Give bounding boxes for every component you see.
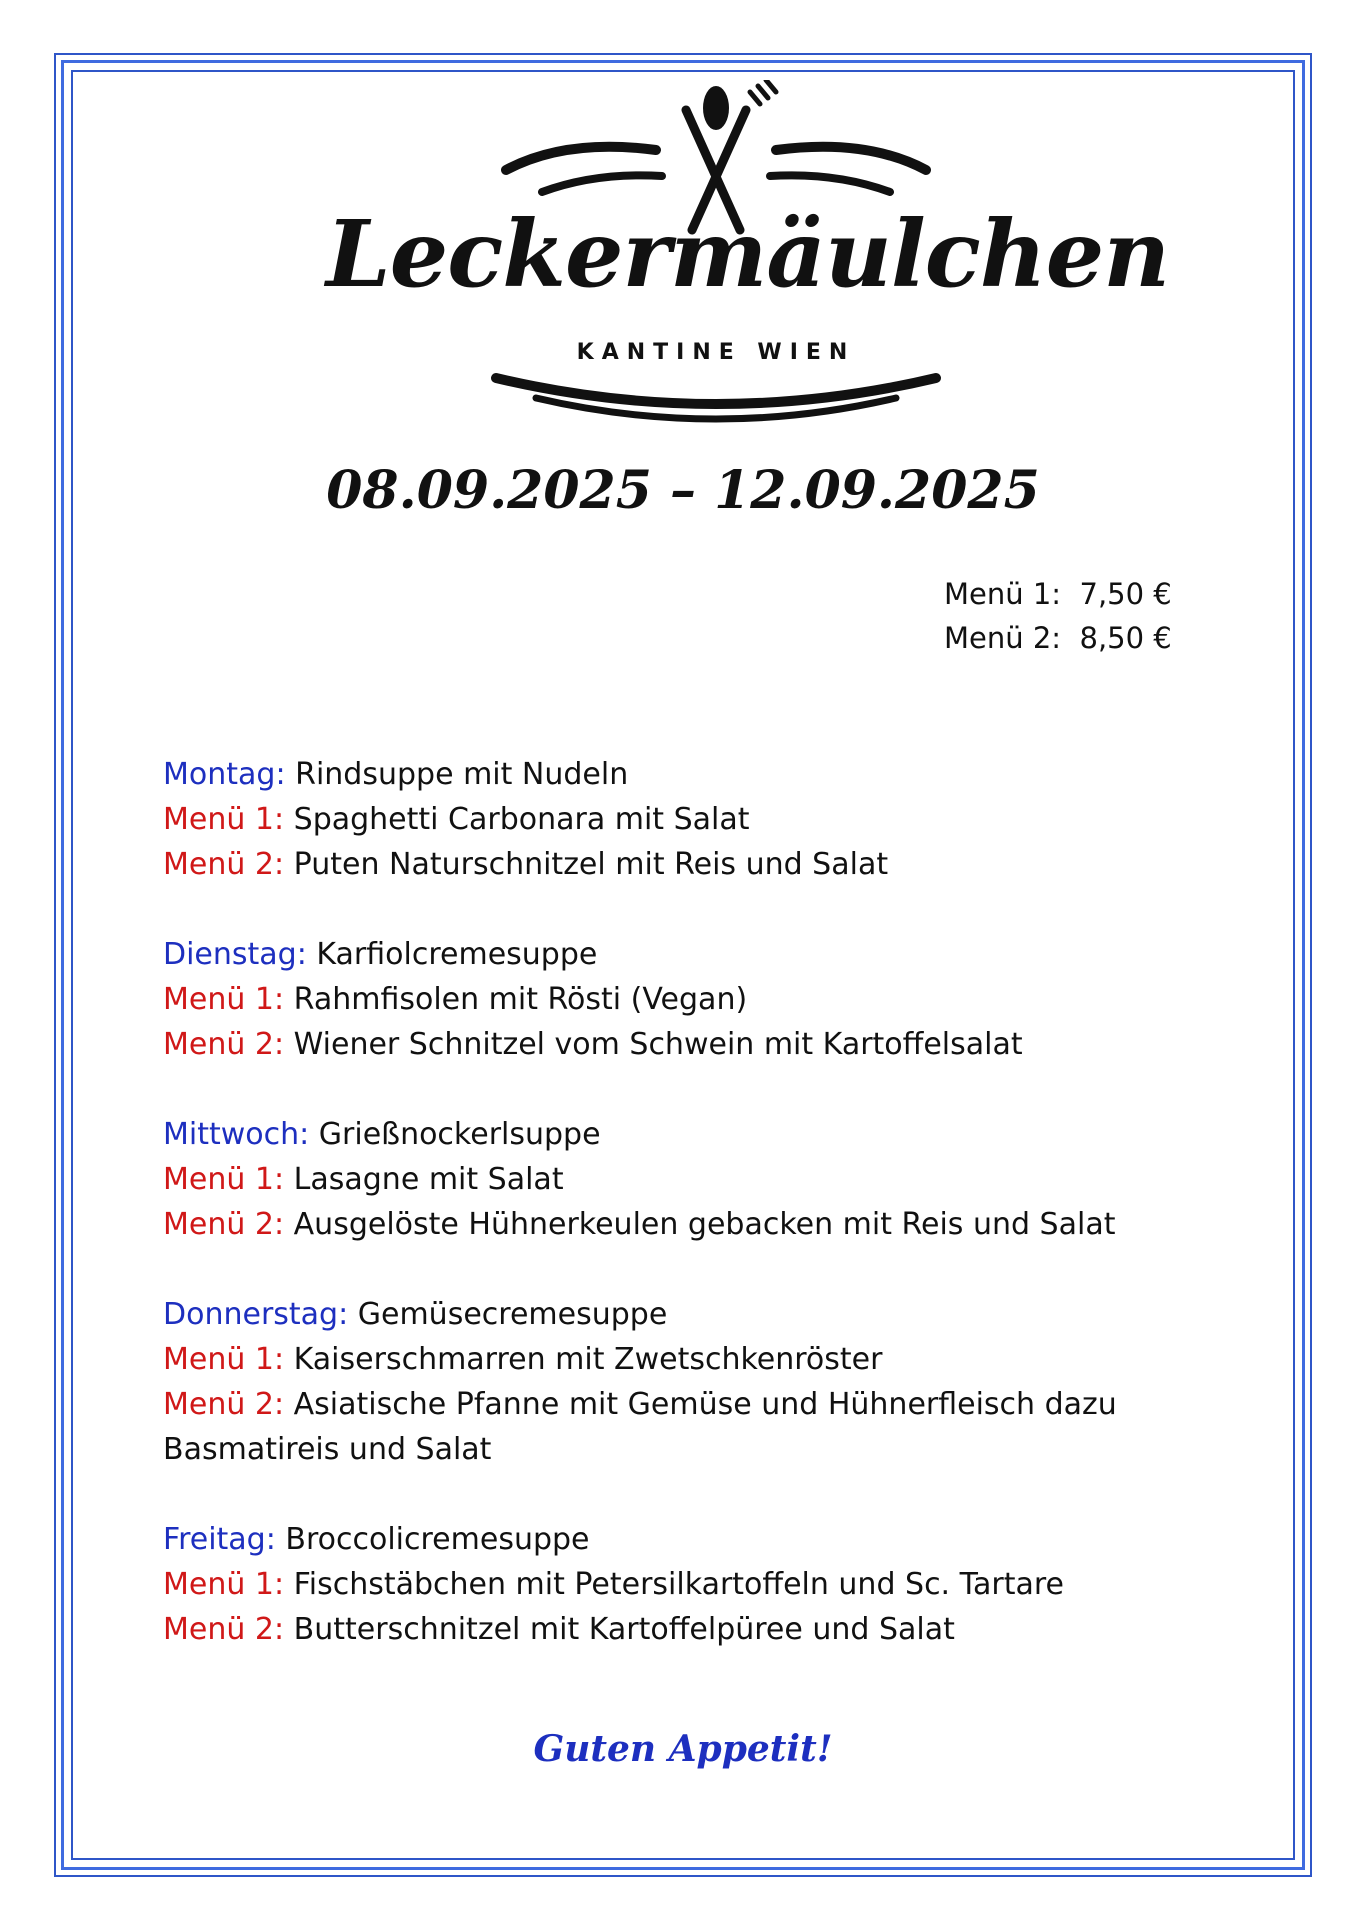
menu1-line xyxy=(163,797,1173,842)
price-list xyxy=(944,572,1172,660)
menu2-label: Menü 2: xyxy=(163,1207,285,1242)
menu1-label: Menü 1: xyxy=(163,802,285,837)
day-block-mittwoch xyxy=(163,1112,1173,1247)
soup-line xyxy=(163,1292,1173,1337)
menu2-line xyxy=(163,1202,1173,1247)
day-label: Mittwoch: xyxy=(163,1117,310,1152)
soup-line xyxy=(163,1112,1173,1157)
menu1-label: Menü 1: xyxy=(163,982,285,1017)
menu2-text: Puten Naturschnitzel mit Reis und Salat xyxy=(293,847,889,882)
menu2-text: Wiener Schnitzel vom Schwein mit Kartoffelsalat xyxy=(293,1027,1023,1062)
menu1-line xyxy=(163,977,1173,1022)
soup-line xyxy=(163,932,1173,977)
soup-text: Rindsuppe mit Nudeln xyxy=(295,757,629,792)
soup-text: Karfiolcremesuppe xyxy=(316,937,598,972)
menu1-label: Menü 1: xyxy=(163,1342,285,1377)
day-label: Montag: xyxy=(163,757,286,792)
soup-line xyxy=(163,1517,1173,1562)
menu1-line xyxy=(163,1157,1173,1202)
soup-text: Broccolicremesuppe xyxy=(285,1522,590,1557)
day-block-donnerstag xyxy=(163,1292,1173,1472)
menu2-line xyxy=(163,1607,1173,1652)
menu1-text: Rahmfisolen mit Rösti (Vegan) xyxy=(293,982,748,1017)
menu2-text: Asiatische Pfanne mit Gemüse und Hühnerfleisch dazu Basmatireis und Salat xyxy=(163,1387,1117,1467)
day-label: Freitag: xyxy=(163,1522,276,1557)
price-label: Menü 2: xyxy=(944,621,1062,655)
soup-line xyxy=(163,752,1173,797)
day-block-dienstag xyxy=(163,932,1173,1067)
soup-text: Gemüsecremesuppe xyxy=(357,1297,668,1332)
menu2-label: Menü 2: xyxy=(163,1612,285,1647)
weekly-menu xyxy=(163,752,1173,1697)
price-row xyxy=(944,572,1172,616)
date-range: 08.09.2025 – 12.09.2025 xyxy=(326,460,1040,521)
menu2-line xyxy=(163,842,1173,887)
brand-name: Leckermäulchen xyxy=(326,200,1170,308)
brand-logo xyxy=(326,80,1170,435)
closing-greeting: Guten Appetit! xyxy=(533,1728,833,1770)
menu1-text: Fischstäbchen mit Petersilkartoffeln und Sc. Tartare xyxy=(293,1567,1064,1602)
day-block-montag xyxy=(163,752,1173,887)
menu1-label: Menü 1: xyxy=(163,1567,285,1602)
menu2-text: Ausgelöste Hühnerkeulen gebacken mit Reis und Salat xyxy=(293,1207,1116,1242)
menu1-label: Menü 1: xyxy=(163,1162,285,1197)
day-label: Donnerstag: xyxy=(163,1297,349,1332)
price-value: 8,50 € xyxy=(1079,621,1172,655)
menu1-text: Spaghetti Carbonara mit Salat xyxy=(293,802,750,837)
day-block-freitag xyxy=(163,1517,1173,1652)
menu2-line xyxy=(163,1022,1173,1067)
menu2-line xyxy=(163,1382,1173,1472)
menu1-line xyxy=(163,1562,1173,1607)
menu1-line xyxy=(163,1337,1173,1382)
menu2-label: Menü 2: xyxy=(163,1027,285,1062)
menu1-text: Kaiserschmarren mit Zwetschkenröster xyxy=(293,1342,883,1377)
menu2-label: Menü 2: xyxy=(163,1387,285,1422)
price-value: 7,50 € xyxy=(1079,577,1172,611)
price-row xyxy=(944,616,1172,660)
day-label: Dienstag: xyxy=(163,937,307,972)
menu2-text: Butterschnitzel mit Kartoffelpüree und Salat xyxy=(293,1612,955,1647)
menu2-label: Menü 2: xyxy=(163,847,285,882)
price-label: Menü 1: xyxy=(944,577,1062,611)
soup-text: Grießnockerlsuppe xyxy=(318,1117,601,1152)
menu1-text: Lasagne mit Salat xyxy=(293,1162,564,1197)
brand-subtitle: KANTINE WIEN xyxy=(576,340,856,365)
